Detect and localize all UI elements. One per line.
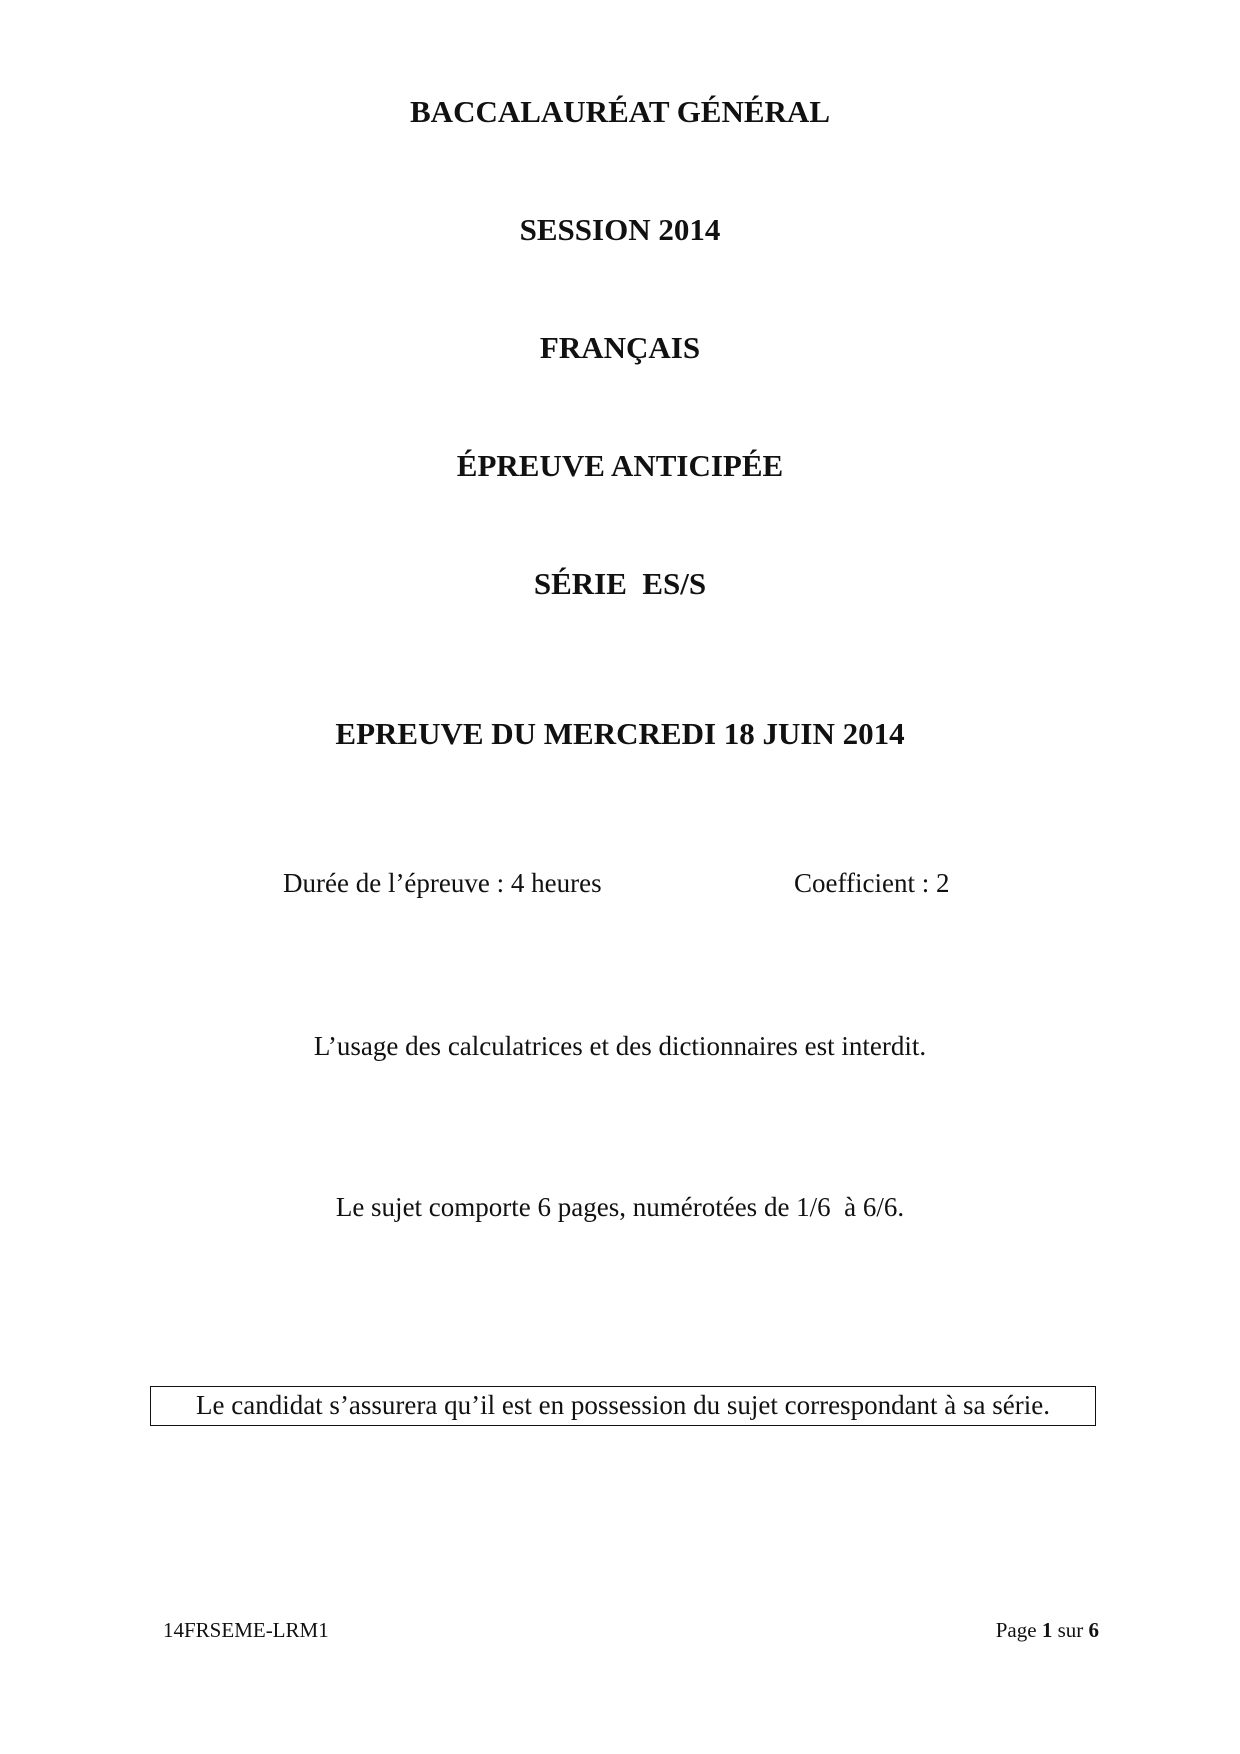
exam-type-title: ÉPREUVE ANTICIPÉE	[456, 448, 784, 483]
prohibition-text: L’usage des calculatrices et des dictionnaires est interdit.	[313, 1031, 927, 1061]
duration-text: Durée de l’épreuve : 4 heures	[283, 868, 602, 898]
document-code: 14FRSEME-LRM1	[163, 1618, 329, 1642]
page-number	[996, 1616, 1099, 1644]
subject-title: FRANÇAIS	[539, 330, 701, 365]
series-notice-box: Le candidat s’assurera qu’il est en possession du sujet correspondant à sa série.	[150, 1386, 1096, 1426]
pages-info-text: Le sujet comporte 6 pages, numérotées de 1/6 à 6/6.	[335, 1192, 905, 1222]
session-title: SESSION 2014	[519, 212, 721, 247]
page-prefix: Page	[995, 1618, 1042, 1642]
page-middle: sur	[1052, 1618, 1089, 1642]
page-total: 6	[1088, 1618, 1099, 1642]
coefficient-text: Coefficient : 2	[794, 868, 950, 898]
page-current: 1	[1041, 1618, 1053, 1642]
exam-title: BACCALAURÉAT GÉNÉRAL	[410, 94, 830, 129]
exam-date-title: EPREUVE DU MERCREDI 18 JUIN 2014	[335, 716, 905, 751]
series-title: SÉRIE ES/S	[533, 566, 707, 601]
